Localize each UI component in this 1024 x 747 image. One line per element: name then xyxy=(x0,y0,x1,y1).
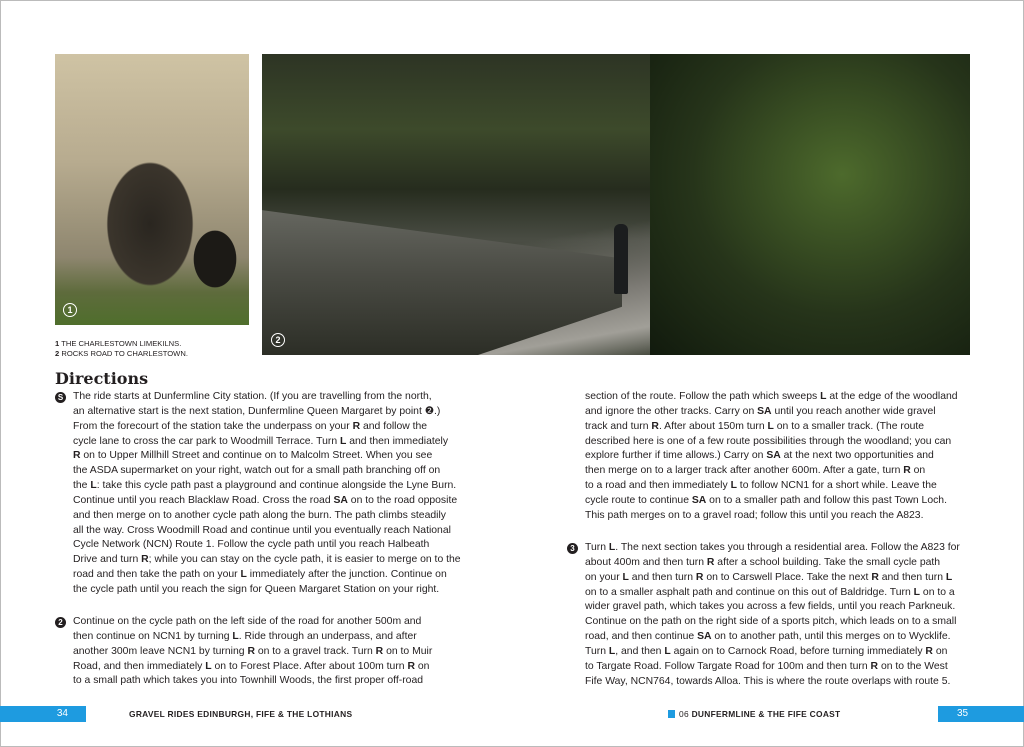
text-line: to Targate Road. Follow Targate Road for 100m and then turn R on to the West xyxy=(585,660,948,672)
text-line: then merge on to a larger track after another 600m. After a gate, turn R on xyxy=(585,465,926,477)
text-line: Fife Way, NCN764, towards Alloa. This is where the route overlaps with route 5. xyxy=(585,675,951,687)
caption-text: ROCKS ROAD TO CHARLESTOWN. xyxy=(61,348,188,358)
text-line: to a small path which takes you into Townhill Woods, the first proper off-road xyxy=(73,675,423,687)
photo-rocks-road xyxy=(262,54,970,355)
photo-number-badge: 1 xyxy=(63,303,77,317)
text-line: This path merges on to a gravel road; follow this until you reach the A823. xyxy=(585,509,924,521)
book-title: GRAVEL RIDES EDINBURGH, FIFE & THE LOTHIANS xyxy=(129,709,353,719)
text-line: described here is one of a few route possibilities through the woodland; you can xyxy=(585,435,952,447)
section-heading: Directions xyxy=(55,369,149,388)
text-line: and ignore the other tracks. Carry on SA until you reach another wide gravel xyxy=(585,405,936,417)
text-line: track and turn R. After about 150m turn L on to a smaller track. (The route xyxy=(585,420,925,432)
text-line: on to a smaller asphalt path and continue on this out of Baldridge. Turn L on to a xyxy=(585,586,955,598)
photo-number-badge: 2 xyxy=(271,333,285,347)
chapter-square-icon xyxy=(668,710,675,718)
step-marker-icon: 2 xyxy=(55,617,66,628)
text-line: explore further if time allows.) Carry on SA at the next two opportunities and xyxy=(585,450,934,462)
text-line: Continue on the cycle path on the left side of the road for another 500m and xyxy=(73,616,422,627)
text-line: to a road and then immediately L to follow NCN1 for a short while. Leave the xyxy=(585,480,937,492)
text-line: and then merge on to another cycle path along the burn. The path climbs steadily xyxy=(73,509,446,521)
trees xyxy=(650,54,970,355)
text-line: cycle route to continue SA on to a smaller path and follow this past Town Loch. xyxy=(585,494,947,506)
text-line: about 400m and then turn R after a school building. Take the small cycle path xyxy=(585,556,941,568)
text-line: the L: take this cycle path past a playground and continue alongside the Lyne Burn. xyxy=(73,480,457,492)
step-marker-icon: S xyxy=(55,392,66,403)
text-line: The ride starts at Dunfermline City station. (If you are travelling from the north, xyxy=(73,391,432,402)
text-line: all the way. Cross Woodmill Road and continue until you eventually reach National xyxy=(73,524,451,536)
text-line: Drive and turn R; while you can stay on the cycle path, it is easier to merge on to the xyxy=(73,554,461,566)
text-line: Continue until you reach Blacklaw Road. Cross the road SA on to the road opposite xyxy=(73,494,458,506)
text-line: Turn L, and then L again on to Carnock Road, before turning immediately R on xyxy=(585,645,948,657)
text-line: section of the route. Follow the path which sweeps L at the edge of the woodland xyxy=(585,391,958,402)
caption-text: THE CHARLESTOWN LIMEKILNS. xyxy=(61,339,182,348)
photo-captions xyxy=(55,339,188,358)
text-line: Turn L. The next section takes you through a residential area. Follow the A823 for xyxy=(585,542,960,553)
text-line: R on to Upper Millhill Street and continue on to Malcolm Street. When you see xyxy=(73,450,433,462)
direction-step-2 xyxy=(58,615,433,689)
text-line: road and then take the path on your L immediately after the junction. Continue on xyxy=(73,569,447,581)
chapter-number: 06 xyxy=(679,709,689,719)
step-marker-icon: 3 xyxy=(567,543,578,554)
caption-number: 2 xyxy=(55,348,60,358)
caption-number: 1 xyxy=(55,339,60,348)
direction-step-start xyxy=(57,390,461,598)
photo-limekilns xyxy=(55,54,249,325)
text-line: the cycle path until you reach the sign for Queen Margaret Station on your right. xyxy=(73,583,440,595)
text-line: Road, and then immediately L on to Forest Place. After about 100m turn R on xyxy=(73,660,430,672)
text-line: Cycle Network (NCN) Route 1. Follow the cycle path until you reach Halbeath xyxy=(73,539,430,551)
direction-step-2-continued xyxy=(585,390,958,524)
chapter-name: DUNFERMLINE & THE FIFE COAST xyxy=(691,709,841,719)
text-line: cycle lane to cross the car park to Woodmill Terrace. Turn L and then immediately xyxy=(73,435,449,447)
chapter-title xyxy=(668,709,840,719)
text-line: an alternative start is the next station, Dunfermline Queen Margaret by point ❷.) xyxy=(73,405,441,417)
page-number-right: 35 xyxy=(938,706,1024,722)
text-line: the ASDA supermarket on your right, watch out for a small path branching off on xyxy=(73,465,441,477)
text-line: wider gravel path, which takes you across a few fields, until you reach Parkneuk. xyxy=(585,601,956,613)
text-line: another 300m leave NCN1 by turning R on to a gravel track. Turn R on to Muir xyxy=(73,645,433,657)
cyclist xyxy=(614,224,628,294)
text-line: on your L and then turn R on to Carswell Place. Take the next R and then turn L xyxy=(585,571,953,583)
text-line: road, and then continue SA on to another path, until this merges on to Wycklife. xyxy=(585,631,951,643)
text-line: From the forecourt of the station take the underpass on your R and follow the xyxy=(73,420,428,432)
text-line: Continue on the path on the right side of a sports pitch, which leads on to a small xyxy=(585,616,957,628)
direction-step-3 xyxy=(570,541,960,689)
text-line: then continue on NCN1 by turning L. Ride through an underpass, and after xyxy=(73,630,417,642)
stone-wall xyxy=(262,194,622,355)
page-number-left: 34 xyxy=(0,706,86,722)
